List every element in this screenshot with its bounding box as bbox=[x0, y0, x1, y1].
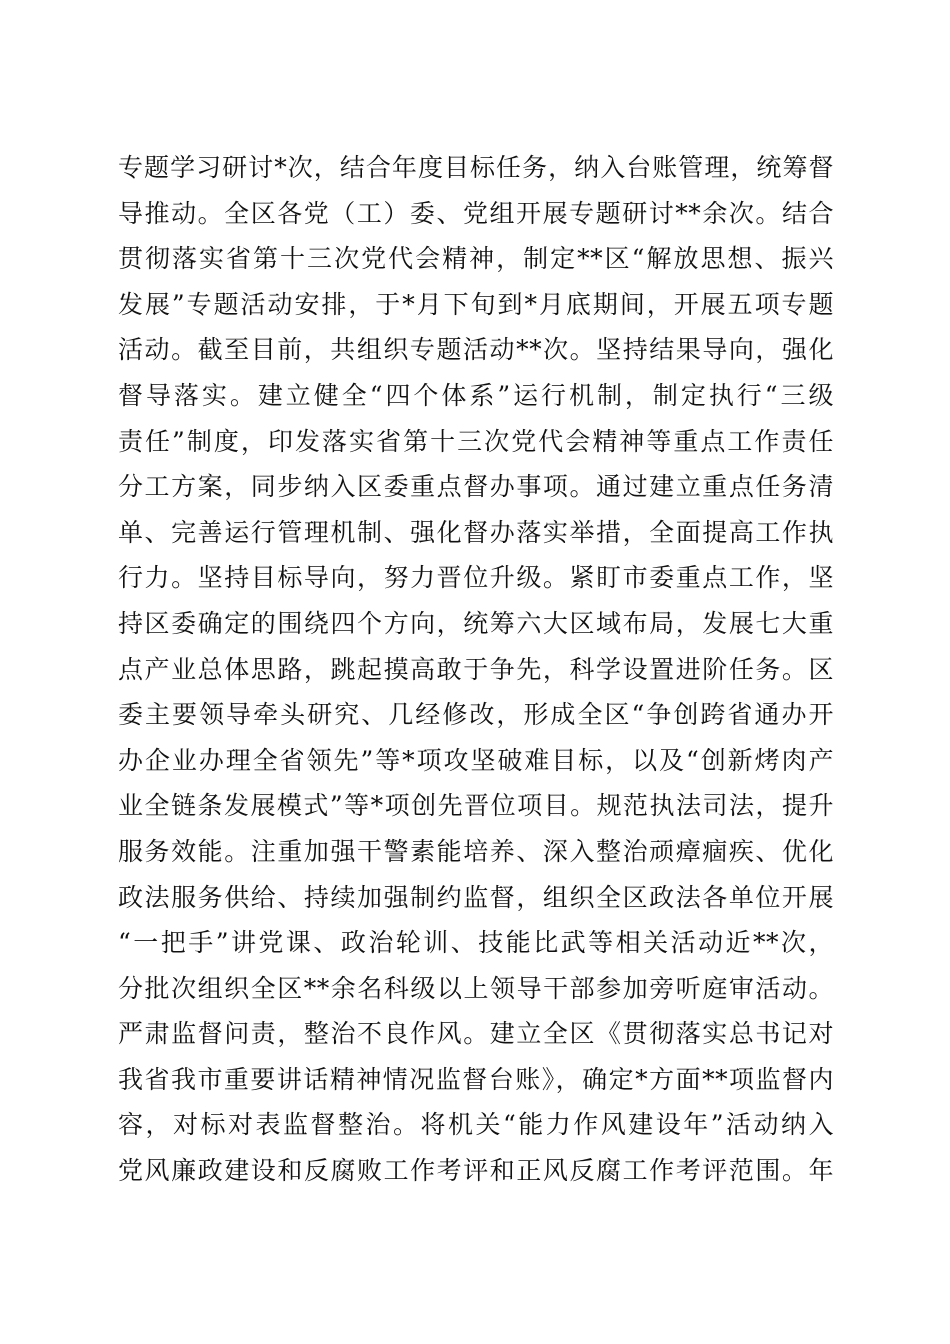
text-line: 行力。坚持目标导向，努力晋位升级。紧盯市委重点工作，坚 bbox=[118, 563, 834, 593]
text-line: 容，对标对表监督整治。将机关“能力作风建设年”活动纳入 bbox=[118, 1110, 834, 1140]
text-line: “一把手”讲党课、政治轮训、技能比武等相关活动近**次， bbox=[118, 928, 834, 958]
text-line: 责任”制度，印发落实省第十三次党代会精神等重点工作责任 bbox=[118, 426, 834, 456]
text-line: 严肃监督问责，整治不良作风。建立全区《贯彻落实总书记对 bbox=[118, 1019, 834, 1049]
text-line: 导推动。全区各党（工）委、党组开展专题研讨**余次。结合 bbox=[118, 198, 834, 228]
text-line: 业全链条发展模式”等*项创先晋位项目。规范执法司法，提升 bbox=[118, 791, 834, 821]
text-line: 服务效能。注重加强干警素能培养、深入整治顽瘴痼疾、优化 bbox=[118, 836, 834, 866]
body-text bbox=[118, 145, 834, 1194]
text-line: 政法服务供给、持续加强制约监督，组织全区政法各单位开展 bbox=[118, 882, 834, 912]
text-line: 专题学习研讨*次，结合年度目标任务，纳入台账管理，统筹督 bbox=[118, 153, 834, 182]
text-line: 点产业总体思路，跳起摸高敢于争先，科学设置进阶任务。区 bbox=[118, 654, 834, 684]
text-line: 办企业办理全省领先”等*项攻坚破难目标，以及“创新烤肉产 bbox=[118, 745, 834, 775]
text-line: 委主要领导牵头研究、几经修改，形成全区“争创跨省通办开 bbox=[118, 700, 834, 730]
text-line: 持区委确定的围绕四个方向，统筹六大区域布局，发展七大重 bbox=[118, 608, 834, 638]
text-line: 单、完善运行管理机制、强化督办落实举措，全面提高工作执 bbox=[118, 517, 834, 547]
text-line: 贯彻落实省第十三次党代会精神，制定**区“解放思想、振兴 bbox=[118, 244, 834, 274]
text-line: 我省我市重要讲话精神情况监督台账》，确定*方面**项监督内 bbox=[118, 1064, 834, 1094]
text-line: 党风廉政建设和反腐败工作考评和正风反腐工作考评范围。年 bbox=[118, 1156, 834, 1186]
text-line: 发展”专题活动安排，于*月下旬到*月底期间，开展五项专题 bbox=[118, 289, 834, 319]
text-line: 分批次组织全区**余名科级以上领导干部参加旁听庭审活动。 bbox=[118, 973, 834, 1003]
text-line: 分工方案，同步纳入区委重点督办事项。通过建立重点任务清 bbox=[118, 472, 834, 502]
text-line: 活动。截至目前，共组织专题活动**次。坚持结果导向，强化 bbox=[118, 335, 834, 365]
text-line: 督导落实。建立健全“四个体系”运行机制，制定执行“三级 bbox=[118, 380, 834, 410]
